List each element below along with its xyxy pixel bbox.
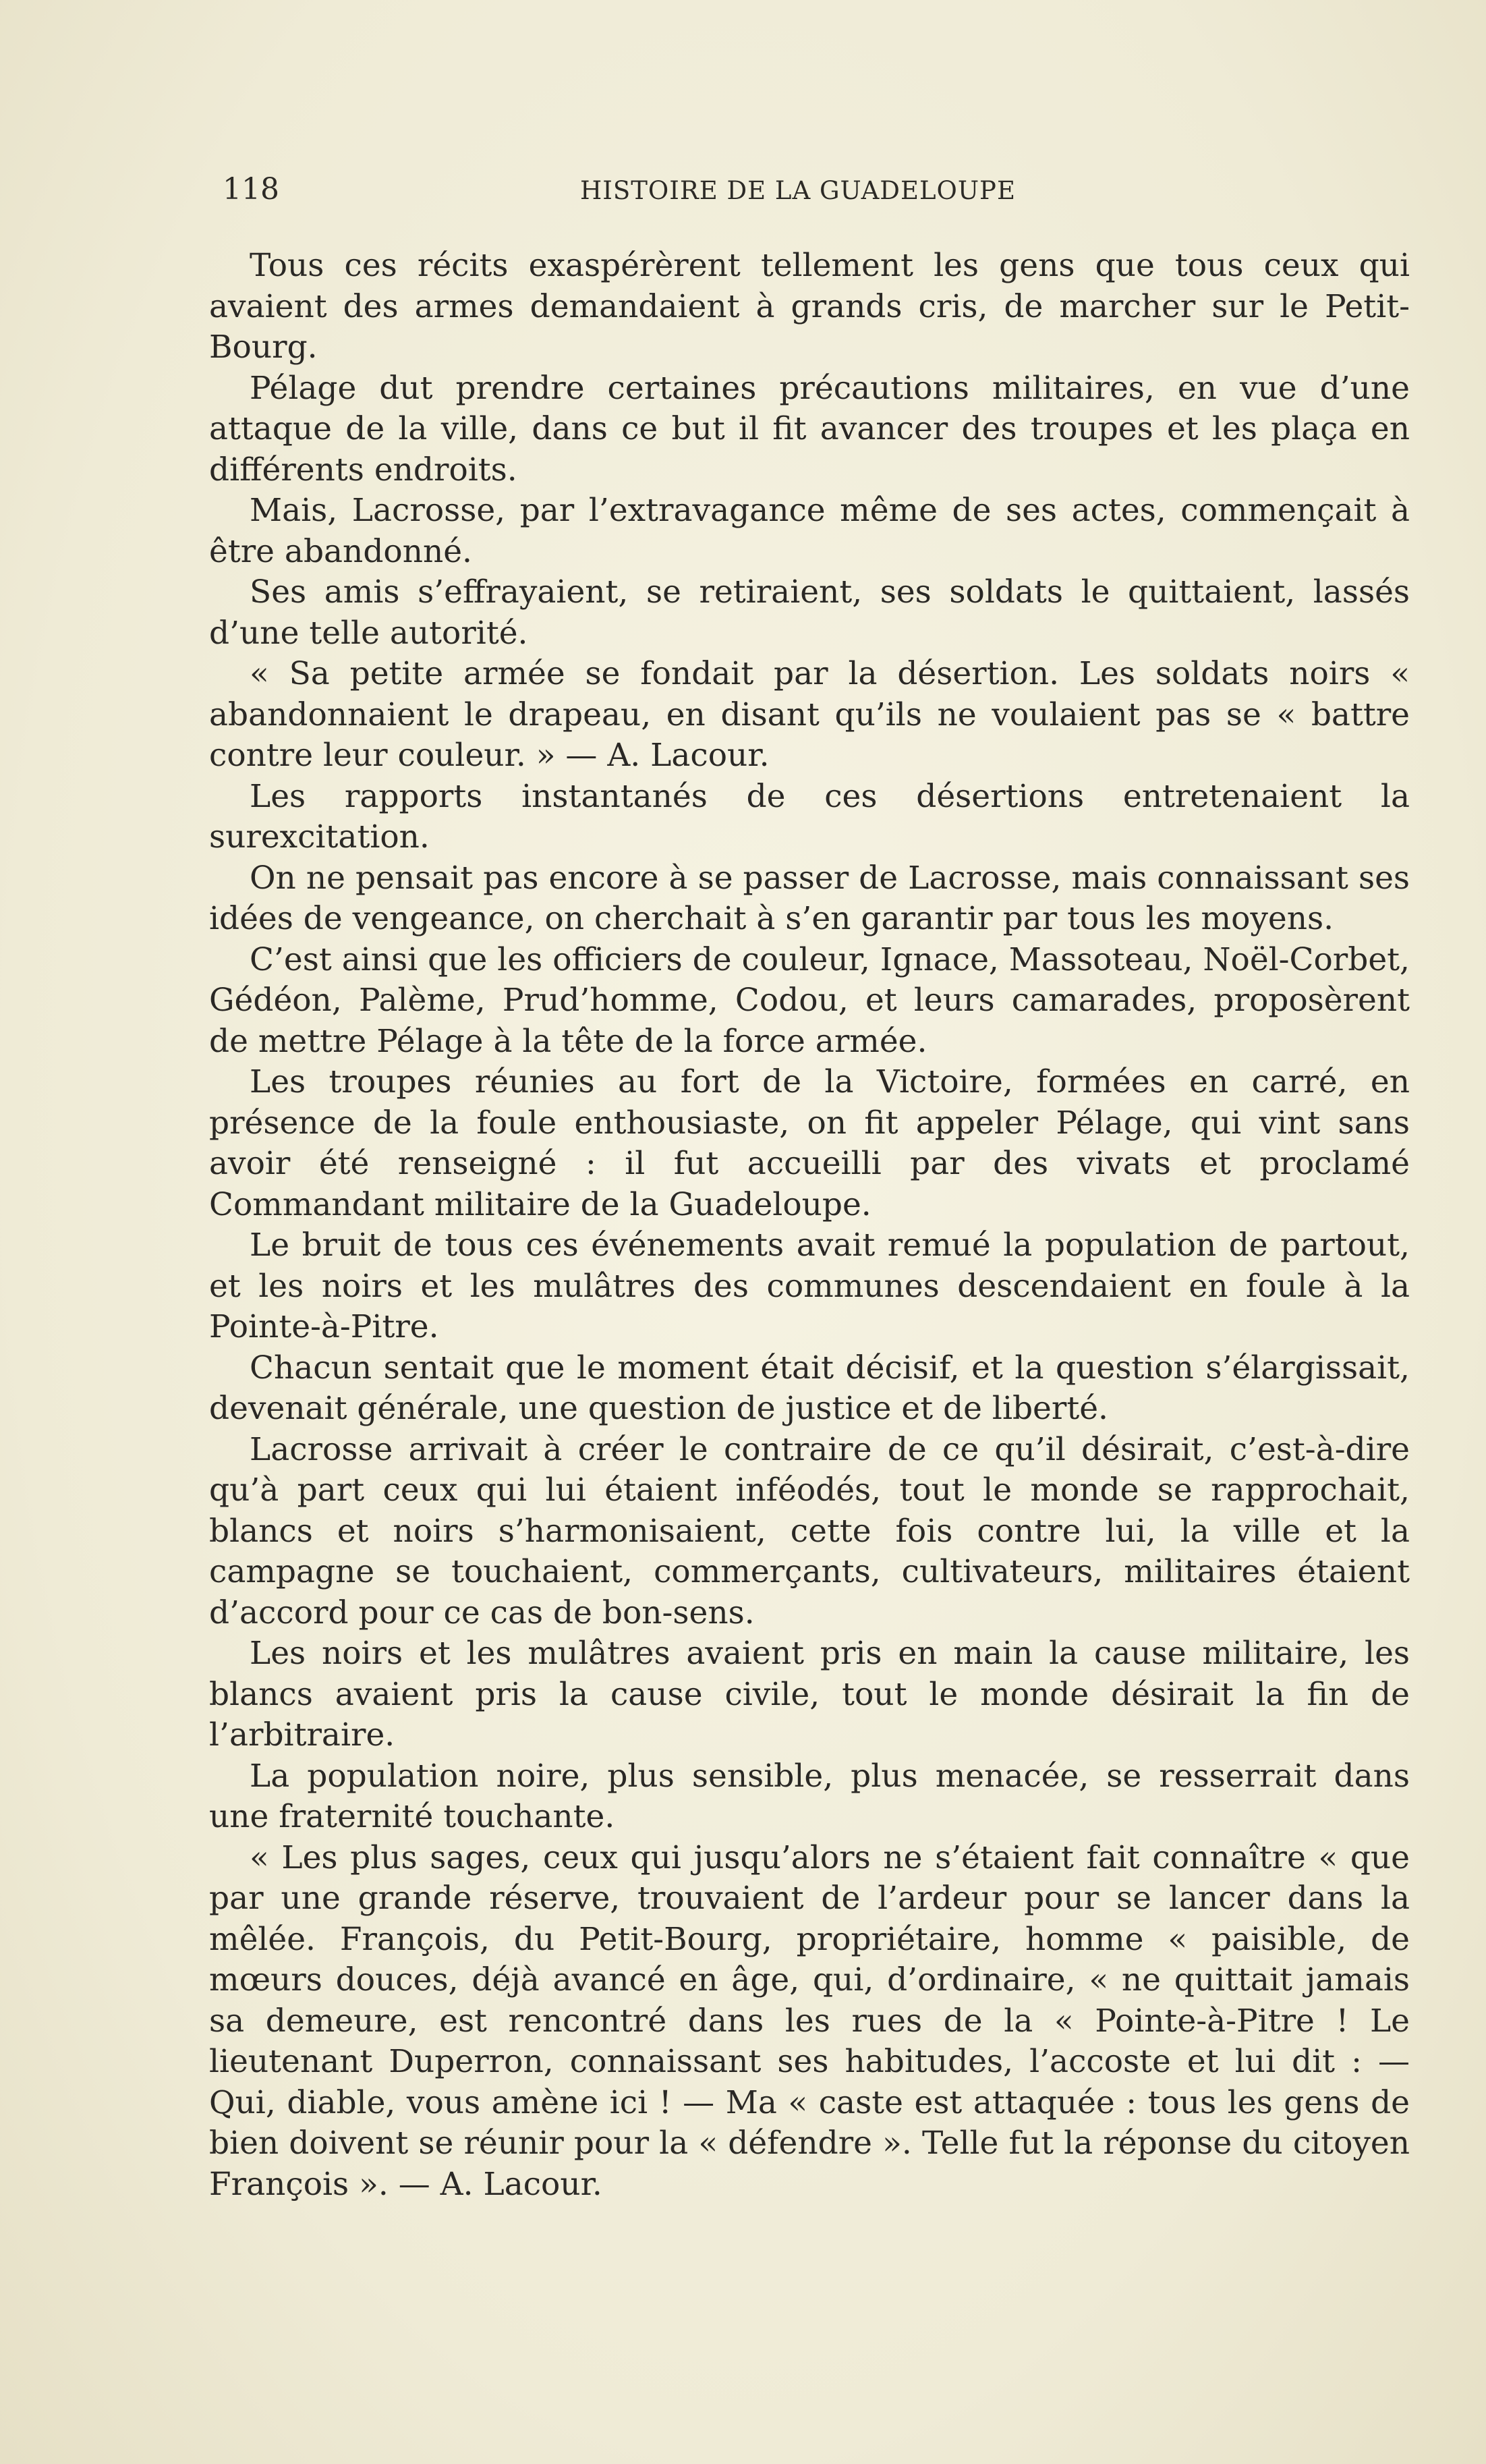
paragraph: Les troupes réunies au fort de la Victoire, formées en carré, en présence de la foule enthousiaste, on fit appeler Pélage, qui vint sans avoir été renseigné : il fut accueilli par des vivats et proclamé Commandant militaire de la Guadeloupe. xyxy=(209,1063,1410,1223)
paragraph: Les noirs et les mulâtres avaient pris en main la cause militaire, les blancs avaient pris la cause civile, tout le monde désirait la fin de l’arbitraire. xyxy=(209,1635,1410,1754)
paragraph: Pélage dut prendre certaines précautions militaires, en vue d’une attaque de la ville, dans ce but il fit avancer des troupes et les plaça en différents endroits. xyxy=(209,369,1410,488)
paragraph: On ne pensait pas encore à se passer de Lacrosse, mais connaissant ses idées de vengeance, on cherchait à s’en garantir par tous les moyens. xyxy=(209,859,1410,937)
paragraph: Chacun sentait que le moment était décisif, et la question s’élargissait, devenait générale, une question de justice et de liberté. xyxy=(209,1349,1410,1427)
paragraph: C’est ainsi que les officiers de couleur, Ignace, Massoteau, Noël-Corbet, Gédéon, Palème, Prud’homme, Codou, et leurs camarades, proposèrent de mettre Pélage à la tête de la force armée. xyxy=(209,941,1410,1060)
paragraph: Mais, Lacrosse, par l’extravagance même de ses actes, commençait à être abandonné. xyxy=(209,492,1410,570)
paragraph: Ses amis s’effrayaient, se retiraient, ses soldats le quittaient, lassés d’une telle autorité. xyxy=(209,573,1410,652)
paragraph: Les rapports instantanés de ces désertions entretenaient la surexcitation. xyxy=(209,777,1410,856)
page-number: 118 xyxy=(223,172,279,206)
quotation-paragraph: « Les plus sages, ceux qui jusqu’alors ne s’étaient fait connaître « que par une grande réserve, trouvaient de l’ardeur pour se lancer dans la mêlée. François, du Petit-Bourg, propriétaire, homme « paisible, de mœurs douces, déjà avancé en âge, qui, d’ordinaire, « ne quittait jamais sa demeure, est rencontré dans les rues de la « Pointe-à-Pitre ! Le lieutenant Duperron, connaissant ses habitudes, l’accoste et lui dit : — Qui, diable, vous amène ici ! — Ma « caste est attaquée : tous les gens de bien doivent se réunir pour la « défendre ». Telle fut la réponse du citoyen François ». — A. Lacour. xyxy=(209,1839,1410,2203)
page-header xyxy=(223,172,1423,213)
paragraph: Lacrosse arrivait à créer le contraire de ce qu’il désirait, c’est-à-dire qu’à part ceux qui lui étaient inféodés, tout le monde se rapprochait, blancs et noirs s’harmonisaient, cette fois contre lui, la ville et la campagne se touchaient, commerçants, cultivateurs, militaires étaient d’accord pour ce cas de bon-sens. xyxy=(209,1430,1410,1631)
running-head: HISTOIRE DE LA GUADELOUPE xyxy=(580,176,1016,205)
paragraph: Tous ces récits exaspérèrent tellement les gens que tous ceux qui avaient des armes demandaient à grands cris, de marcher sur le Petit-Bourg. xyxy=(209,247,1410,366)
body-text xyxy=(209,246,1410,2205)
paragraph: Le bruit de tous ces événements avait remué la population de partout, et les noirs et les mulâtres des communes descendaient en foule à la Pointe-à-Pitre. xyxy=(209,1227,1410,1345)
quotation-paragraph: « Sa petite armée se fondait par la désertion. Les soldats noirs « abandonnaient le drapeau, en disant qu’ils ne voulaient pas se « battre contre leur couleur. » — A. Lacour. xyxy=(209,655,1410,774)
paragraph: La population noire, plus sensible, plus menacée, se resserrait dans une fraternité touchante. xyxy=(209,1757,1410,1835)
